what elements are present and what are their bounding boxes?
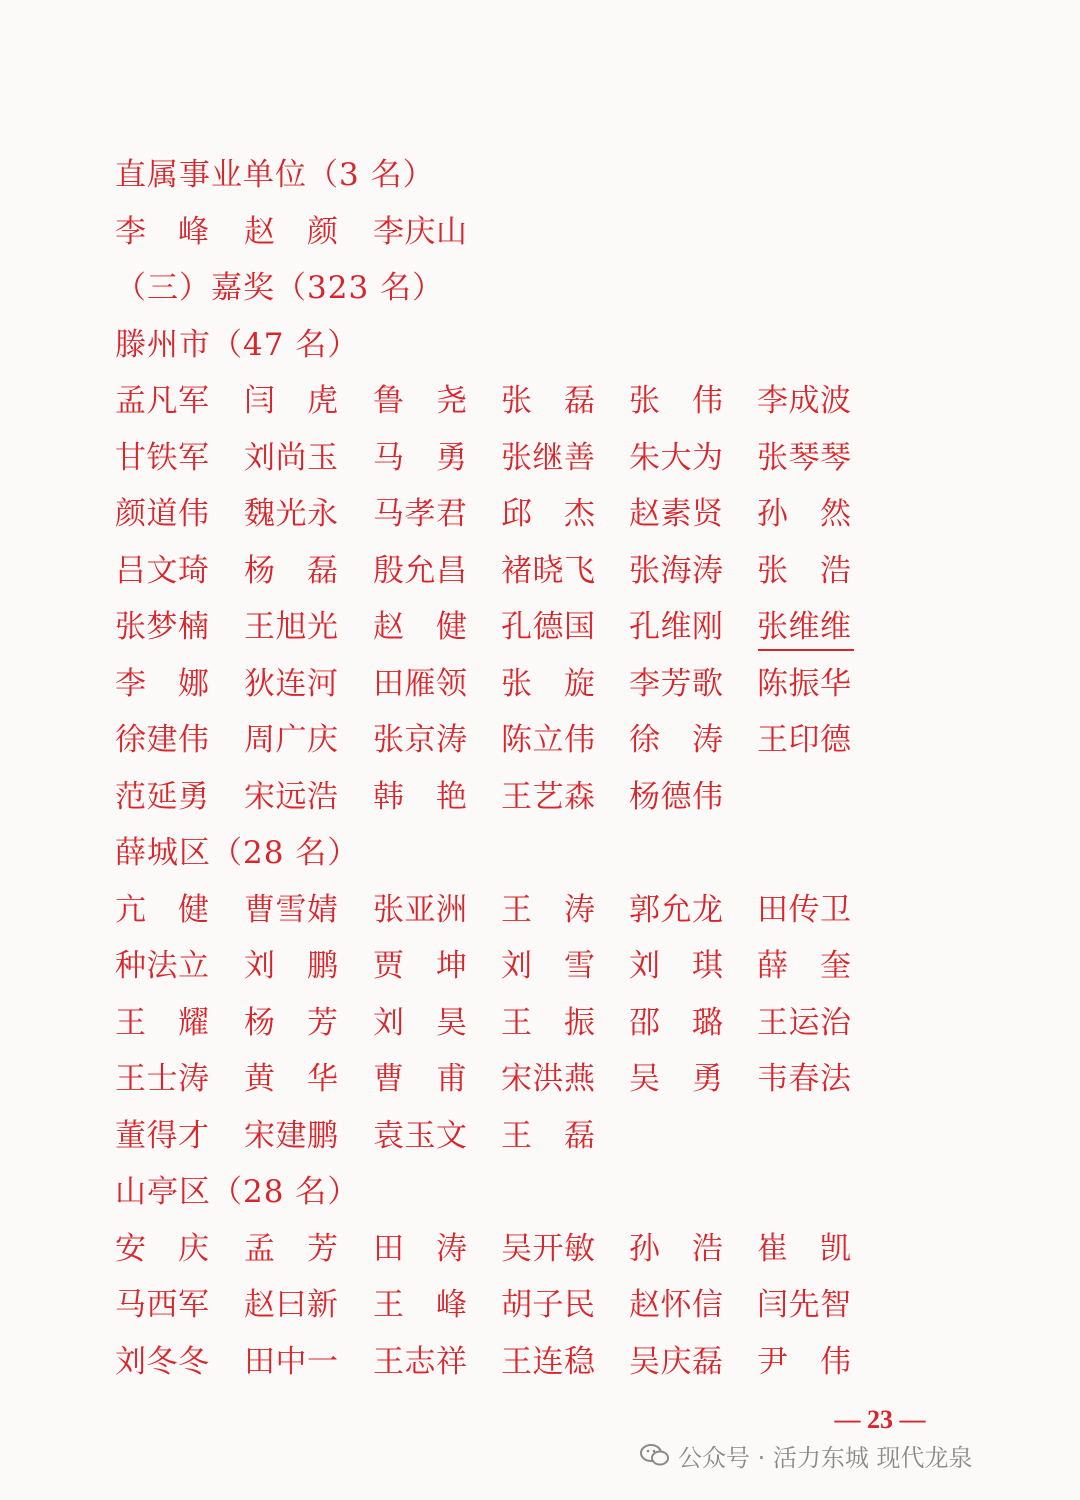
watermark-text: 公众号 · 活力东城 现代龙泉 bbox=[678, 1443, 973, 1472]
person-name: 邵 璐 bbox=[629, 1004, 723, 1041]
person-name: 殷 允 昌 bbox=[373, 552, 467, 589]
person-name: 刘 尚 玉 bbox=[244, 439, 338, 476]
person-name: 曹 雪 婧 bbox=[244, 891, 338, 928]
section-heading: （三）嘉奖（323 名） bbox=[115, 270, 445, 306]
person-name: 王 士 涛 bbox=[115, 1061, 209, 1097]
person-name: 杨 磊 bbox=[244, 552, 338, 589]
person-name: 王 连 稳 bbox=[501, 1343, 595, 1380]
watermark bbox=[640, 1435, 973, 1475]
person-name: 张 京 涛 bbox=[373, 722, 467, 758]
person-name: 周 广 庆 bbox=[244, 722, 338, 758]
section-heading: 滕州市（47 名） bbox=[115, 326, 360, 363]
person-name: 王 涛 bbox=[501, 891, 595, 928]
person-name: 徐 建 伟 bbox=[115, 722, 209, 758]
person-name: 刘 琪 bbox=[629, 948, 723, 984]
person-name: 张 继 善 bbox=[501, 439, 595, 476]
person-name: 李 庆 山 bbox=[373, 213, 467, 250]
person-name: 尹 伟 bbox=[757, 1343, 851, 1380]
person-name: 张 浩 bbox=[757, 552, 851, 589]
name-row bbox=[115, 1277, 875, 1333]
person-name: 王 旭 光 bbox=[244, 609, 338, 645]
section-heading: 直属事业单位（3 名） bbox=[115, 157, 435, 193]
person-name: 张 维 维 bbox=[757, 609, 851, 645]
person-name: 魏 光 永 bbox=[244, 496, 338, 532]
person-name: 甘 铁 军 bbox=[115, 439, 209, 476]
person-name: 孔 德 国 bbox=[501, 609, 595, 645]
person-name: 吕 文 琦 bbox=[115, 552, 209, 589]
person-name: 孟 芳 bbox=[244, 1230, 338, 1267]
name-row bbox=[115, 938, 875, 994]
person-name: 吴 开 敏 bbox=[501, 1230, 595, 1267]
person-name: 黄 华 bbox=[244, 1061, 338, 1097]
person-name: 胡 子 民 bbox=[501, 1287, 595, 1323]
person-name: 王 振 bbox=[501, 1004, 595, 1041]
person-name: 安 庆 bbox=[115, 1230, 209, 1267]
person-name: 王 耀 bbox=[115, 1004, 209, 1041]
person-name: 邱 杰 bbox=[501, 496, 595, 532]
person-name: 孔 维 刚 bbox=[629, 609, 723, 645]
name-row bbox=[115, 769, 875, 825]
person-name: 宋 建 鹏 bbox=[244, 1117, 338, 1154]
person-name: 李 娜 bbox=[115, 665, 209, 702]
person-name: 田 雁 领 bbox=[373, 665, 467, 702]
person-name: 马 西 军 bbox=[115, 1287, 209, 1323]
person-name: 刘 鹏 bbox=[244, 948, 338, 984]
person-name: 张 旋 bbox=[501, 665, 595, 702]
person-name: 赵 颜 bbox=[244, 213, 338, 250]
person-name: 闫 先 智 bbox=[757, 1287, 851, 1323]
person-name: 王 艺 森 bbox=[501, 778, 595, 815]
person-name: 郭 允 龙 bbox=[629, 891, 723, 928]
person-name: 田 中 一 bbox=[244, 1343, 338, 1380]
person-name: 杨 芳 bbox=[244, 1004, 338, 1041]
person-name: 张 梦 楠 bbox=[115, 609, 209, 645]
person-name: 范 延 勇 bbox=[115, 778, 209, 815]
person-name: 李 成 波 bbox=[757, 383, 851, 419]
name-row bbox=[115, 430, 875, 486]
person-name: 朱 大 为 bbox=[629, 439, 723, 476]
person-name: 宋 远 浩 bbox=[244, 778, 338, 815]
name-row bbox=[115, 373, 875, 429]
person-name: 狄 连 河 bbox=[244, 665, 338, 702]
person-name: 孟 凡 军 bbox=[115, 383, 209, 419]
name-row bbox=[115, 1221, 875, 1277]
person-name: 马 勇 bbox=[373, 439, 467, 476]
person-name: 褚 晓 飞 bbox=[501, 552, 595, 589]
name-row bbox=[115, 882, 875, 938]
name-row bbox=[115, 1108, 875, 1164]
person-name: 闫 虎 bbox=[244, 383, 338, 419]
person-name: 陈 振 华 bbox=[757, 665, 851, 702]
person-name: 吴 勇 bbox=[629, 1061, 723, 1097]
person-name: 王 运 治 bbox=[757, 1004, 851, 1041]
person-name: 孙 浩 bbox=[629, 1230, 723, 1267]
name-row bbox=[115, 995, 875, 1051]
person-name: 杨 德 伟 bbox=[629, 778, 723, 815]
person-name: 王 磊 bbox=[501, 1117, 595, 1154]
name-row bbox=[115, 1051, 875, 1107]
person-name: 贾 坤 bbox=[373, 948, 467, 984]
person-name: 徐 涛 bbox=[629, 722, 723, 758]
name-row bbox=[115, 204, 875, 260]
name-row bbox=[115, 656, 875, 712]
person-name: 田 传 卫 bbox=[757, 891, 851, 928]
person-name: 韦 春 法 bbox=[757, 1061, 851, 1097]
person-name: 韩 艳 bbox=[373, 778, 467, 815]
person-name: 赵 怀 信 bbox=[629, 1287, 723, 1323]
person-name: 亢 健 bbox=[115, 891, 209, 928]
person-name: 陈 立 伟 bbox=[501, 722, 595, 758]
person-name: 宋 洪 燕 bbox=[501, 1061, 595, 1097]
person-name: 田 涛 bbox=[373, 1230, 467, 1267]
person-name: 李 峰 bbox=[115, 213, 209, 250]
person-name: 刘 雪 bbox=[501, 948, 595, 984]
person-name: 张 磊 bbox=[501, 383, 595, 419]
wechat-official-account-icon bbox=[640, 1443, 670, 1467]
person-name: 王 峰 bbox=[373, 1287, 467, 1323]
person-name: 王 志 祥 bbox=[373, 1343, 467, 1380]
person-name: 马 孝 君 bbox=[373, 496, 467, 532]
section-heading: 薛城区（28 名） bbox=[115, 835, 360, 871]
name-row bbox=[115, 543, 875, 599]
person-name: 李 芳 歌 bbox=[629, 665, 723, 702]
section-heading: 山亭区（28 名） bbox=[115, 1174, 360, 1210]
person-name: 张 亚 洲 bbox=[373, 891, 467, 928]
person-name: 董 得 才 bbox=[115, 1117, 209, 1154]
person-name: 张 海 涛 bbox=[629, 552, 723, 589]
person-name: 颜 道 伟 bbox=[115, 496, 209, 532]
person-name: 薛 奎 bbox=[757, 948, 851, 984]
person-name: 张 琴 琴 bbox=[757, 439, 851, 476]
person-name: 刘 冬 冬 bbox=[115, 1343, 209, 1380]
person-name: 张 伟 bbox=[629, 383, 723, 419]
person-name: 袁 玉 文 bbox=[373, 1117, 467, 1154]
person-name: 赵 健 bbox=[373, 609, 467, 645]
person-name: 种 法 立 bbox=[115, 948, 209, 984]
person-name: 刘 昊 bbox=[373, 1004, 467, 1041]
name-row bbox=[115, 599, 875, 655]
person-name: 崔 凯 bbox=[757, 1230, 851, 1267]
page-number: — 23 — bbox=[834, 1405, 926, 1434]
name-row bbox=[115, 712, 875, 768]
person-name: 吴 庆 磊 bbox=[629, 1343, 723, 1380]
person-name: 赵 素 贤 bbox=[629, 496, 723, 532]
person-name: 王 印 德 bbox=[757, 722, 851, 758]
person-name: 曹 甫 bbox=[373, 1061, 467, 1097]
person-name: 鲁 尧 bbox=[373, 383, 467, 419]
name-row bbox=[115, 1334, 875, 1390]
name-row bbox=[115, 486, 875, 542]
person-name: 赵 曰 新 bbox=[244, 1287, 338, 1323]
person-name: 孙 然 bbox=[757, 496, 851, 532]
